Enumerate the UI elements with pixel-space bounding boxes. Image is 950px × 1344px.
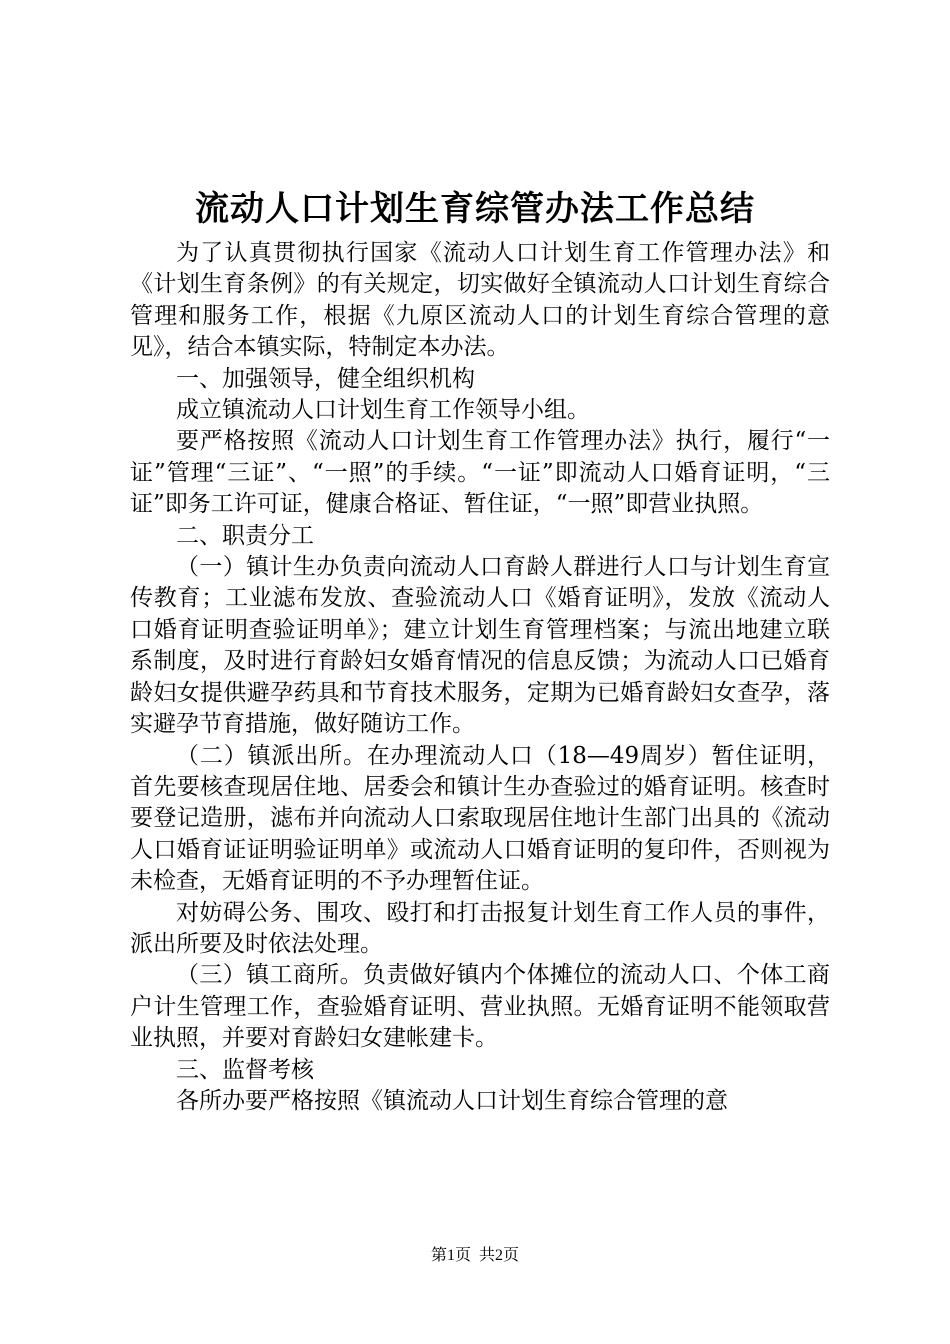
- page-footer: [0, 1244, 950, 1268]
- page-number-total: 共2页: [479, 1247, 520, 1264]
- paragraph: （一）镇计生办负责向流动人口育龄人群进行人口与计划生育宣传教育；工业滤布发放、查验流动人口《婚育证明》，发放《流动人口婚育证明查验证明单》；建立计划生育管理档案；与流出地建立联系制度，及时进行育龄妇女婚育情况的信息反馈；为流动人口已婚育龄妇女提供避孕药具和节育技术服务，定期为已婚育龄妇女查孕，落实避孕节育措施，做好随访工作。: [130, 554, 830, 738]
- section-heading-2: 二、职责分工: [176, 522, 314, 549]
- paragraph-intro: 为了认真贯彻执行国家《流动人口计划生育工作管理办法》和《计划生育条例》的有关规定，切实做好全镇流动人口计划生育综合管理和服务工作，根据《九原区流动人口的计划生育综合管理的意见》，结合本镇实际，特制定本办法。: [130, 240, 830, 361]
- paragraph: 各所办要严格按照《镇流动人口计划生育综合管理的意: [176, 1087, 728, 1114]
- paragraph: 成立镇流动人口计划生育工作领导小组。: [176, 397, 590, 424]
- page-number-current: 第1页: [430, 1247, 471, 1264]
- paragraph: （二）镇派出所。在办理流动人口（18—49周岁）暂住证明，首先要核查现居住地、居委会和镇计生办查验过的婚育证明。核查时要登记造册，滤布并向流动人口索取现居住地计生部门出具的《流动人口婚育证证明验证明单》或流动人口婚育证明的复印件，否则视为未检查，无婚育证明的不予办理暂住证。: [130, 742, 830, 895]
- document-title: 流动人口计划生育综管办法工作总结: [195, 189, 755, 229]
- paragraph: （三）镇工商所。负责做好镇内个体摊位的流动人口、个体工商户计生管理工作，查验婚育证明、营业执照。无婚育证明不能领取营业执照，并要对育龄妇女建帐建卡。: [130, 962, 830, 1052]
- paragraph: 要严格按照《流动人口计划生育工作管理办法》执行，履行“一证”管理“三证”、“一照”的手续。“一证”即流动人口婚育证明，“三证”即务工许可证，健康合格证、暂住证，“一照”即营业执照。: [130, 428, 830, 518]
- section-heading-1: 一、加强领导，健全组织机构: [176, 365, 475, 392]
- section-heading-3: 三、监督考核: [176, 1056, 314, 1083]
- paragraph: 对妨碍公务、围攻、殴打和打击报复计划生育工作人员的事件，派出所要及时依法处理。: [130, 899, 830, 957]
- document-body: [130, 238, 830, 1117]
